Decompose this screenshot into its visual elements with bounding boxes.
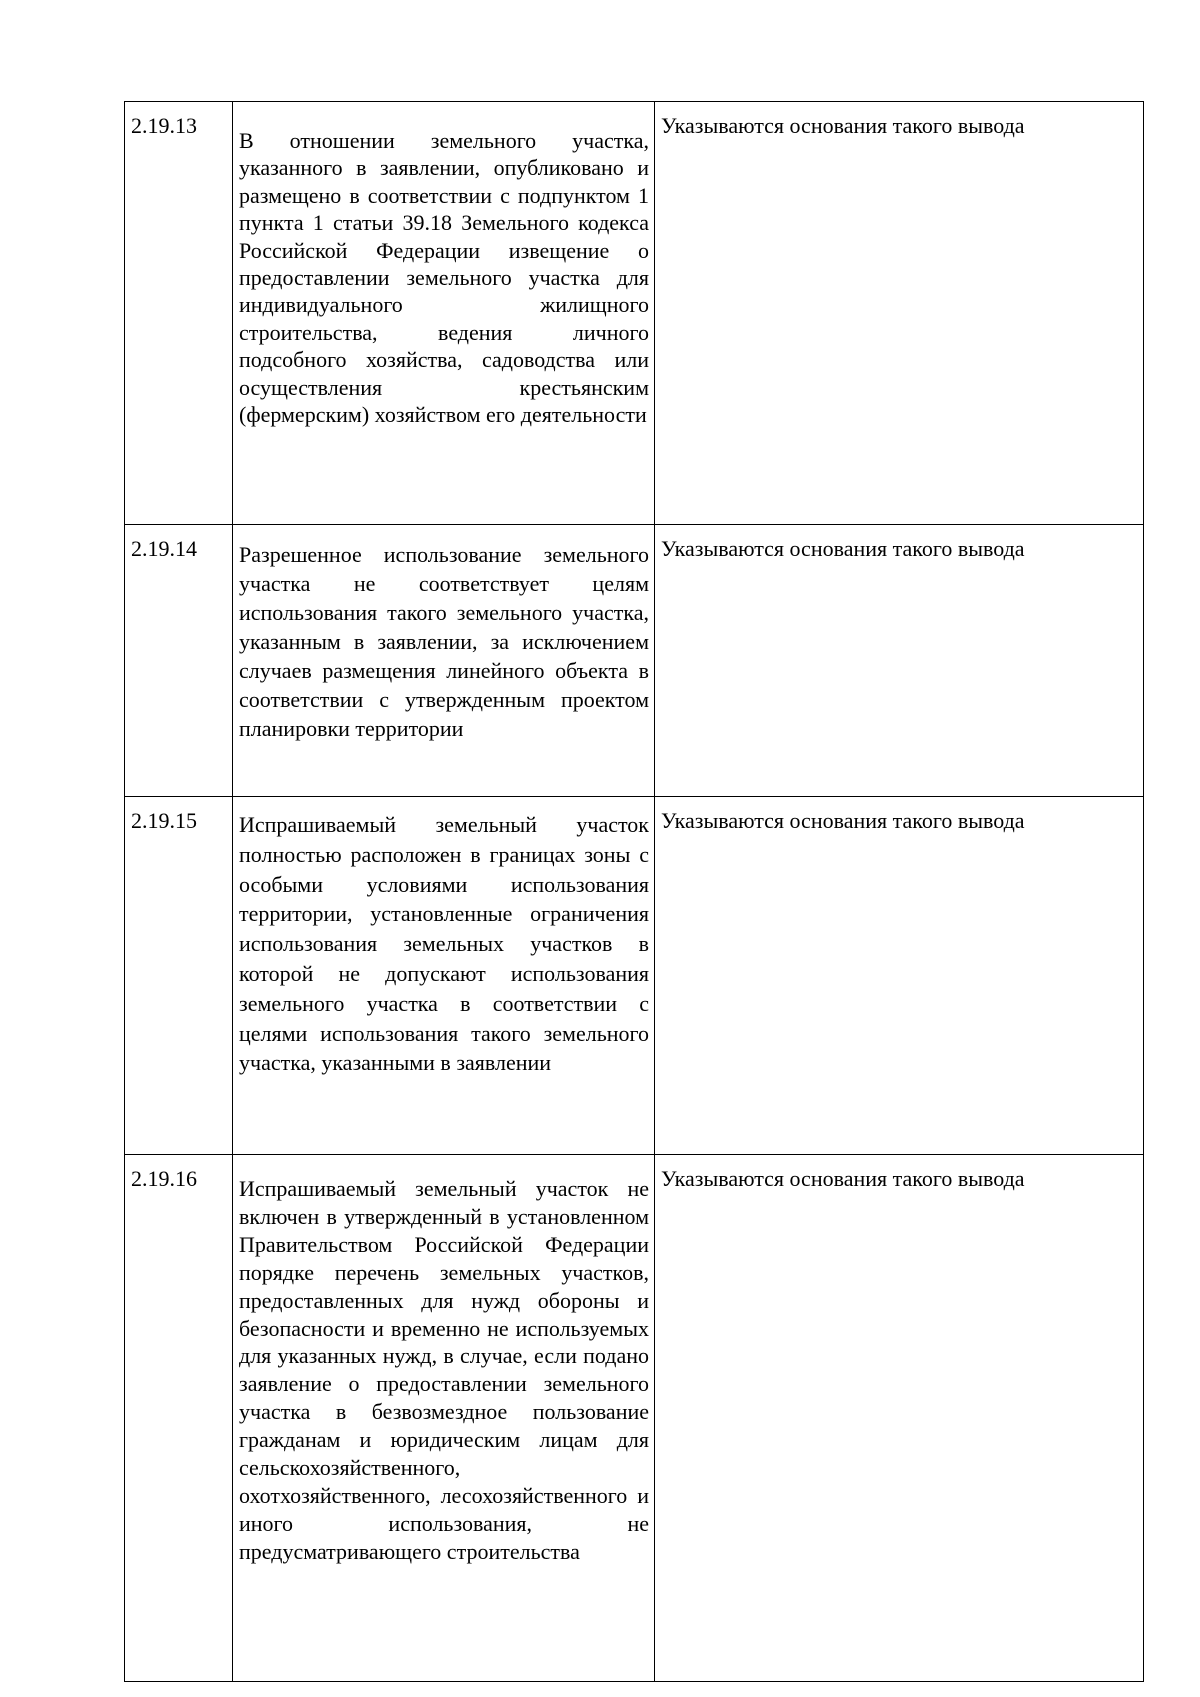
row-note: Указываются основания такого вывода: [655, 102, 1144, 525]
row-note: Указываются основания такого вывода: [655, 1155, 1144, 1682]
table-row: [125, 102, 1144, 525]
row-note: Указываются основания такого вывода: [655, 797, 1144, 1155]
condition-text: Разрешенное использование земельного участка не соответствует целям использования такого земельного участка, указанным в заявлении, за исключением случаев размещения линейного объекта в соответствии с утвержденным проектом планировки территории: [239, 542, 649, 741]
row-condition: [233, 102, 655, 525]
row-condition: [233, 525, 655, 797]
row-number: 2.19.14: [125, 525, 233, 797]
row-condition: [233, 1155, 655, 1682]
row-number: 2.19.15: [125, 797, 233, 1155]
condition-text: Испрашиваемый земельный участок не включен в утвержденный в установленном Правительством Российской Федерации порядке перечень земельных участков, предоставленных для нужд обороны и безопасности и временно не используемых для указанных нужд, в случае, если подано заявление о предоставлении земельного участка в безвозмездное пользование гражданам и юридическим лицам для сельскохозяйственного, охотхозяйственного, лесохозяйственного и иного использования, не предусматривающего строительства: [239, 1176, 649, 1564]
row-number: 2.19.16: [125, 1155, 233, 1682]
condition-text: В отношении земельного участка, указанного в заявлении, опубликовано и размещено в соответствии с подпунктом 1 пункта 1 статьи 39.18 Земельного кодекса Российской Федерации извещение о предоставлении земельного участка для индивидуального жилищного строительства, ведения личного подсобного хозяйства, садоводства или осуществления крестьянским (фермерским) хозяйством его деятельности: [239, 128, 649, 428]
row-number: 2.19.13: [125, 102, 233, 525]
condition-text: Испрашиваемый земельный участок полностью расположен в границах зоны с особыми условиями использования территории, установленные ограничения использования земельных участков в которой не допускают использования земельного участка в соответствии с целями использования такого земельного участка, указанными в заявлении: [239, 812, 649, 1076]
table-row: [125, 1155, 1144, 1682]
row-note: Указываются основания такого вывода: [655, 525, 1144, 797]
row-condition: [233, 797, 655, 1155]
table-row: [125, 525, 1144, 797]
table-row: [125, 797, 1144, 1155]
grounds-table: [124, 101, 1144, 1682]
